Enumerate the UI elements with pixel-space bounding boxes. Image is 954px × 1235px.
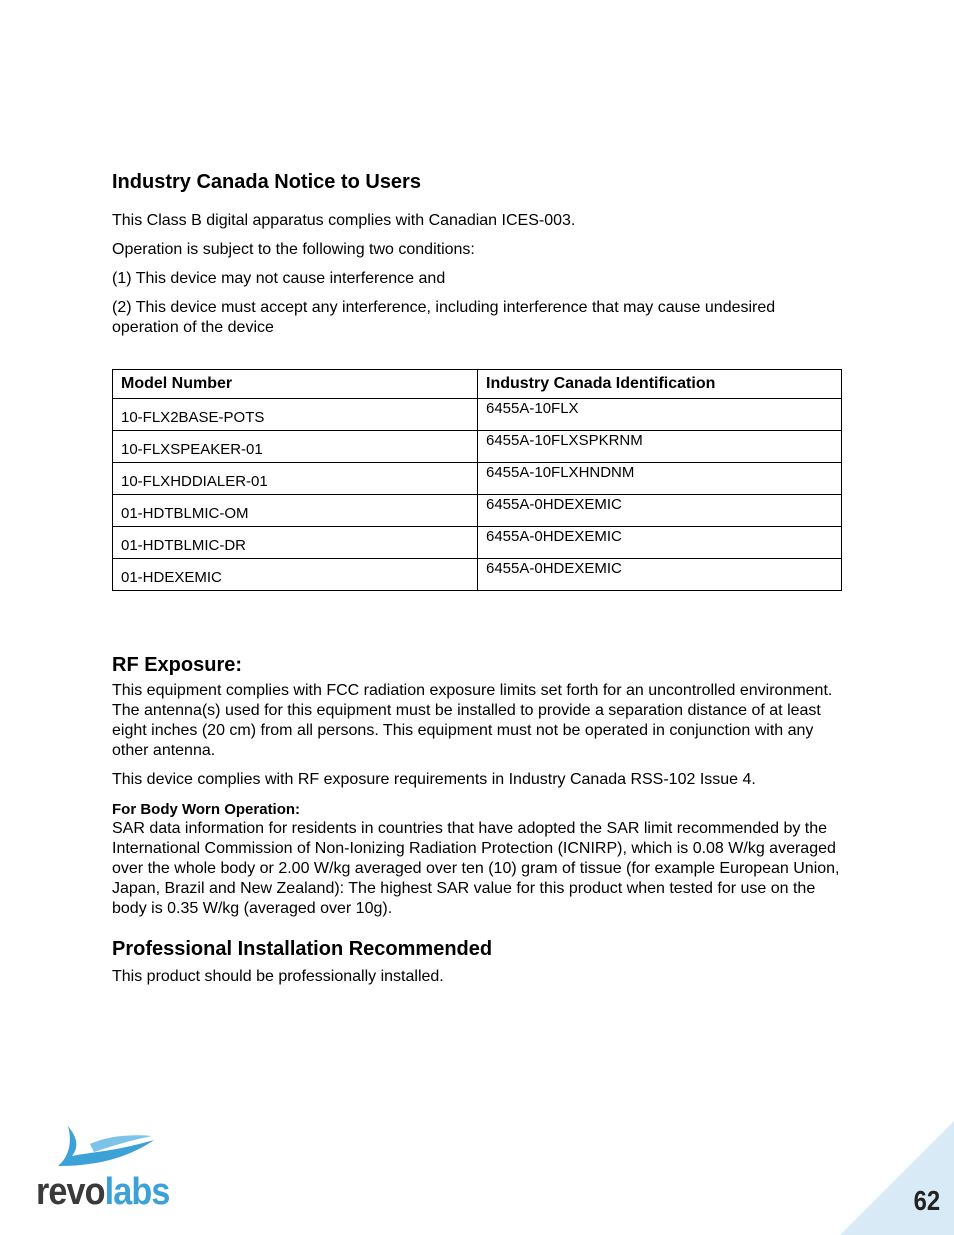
ic-id-cell: 6455A-0HDEXEMIC (478, 495, 842, 527)
table-header-row (113, 370, 842, 399)
professional-installation-heading: Professional Installation Recommended (112, 938, 493, 960)
table-row (113, 495, 842, 527)
ic-id-cell: 6455A-0HDEXEMIC (478, 527, 842, 559)
rf-paragraph-1: This equipment complies with FCC radiation exposure limits set forth for an uncontrolled environment. The antenna(s) used for this equipment must be installed to provide a separation distance of at least eight inches (20 cm) from all persons. This equipment must not be operated in conjunction with any other antenna. (112, 682, 833, 759)
rf-exposure-heading: RF Exposure: (112, 654, 243, 676)
ic-id-cell: 6455A-10FLXHNDNM (478, 463, 842, 495)
rf-paragraph-2: This device complies with RF exposure requirements in Industry Canada RSS-102 Issue 4. (112, 771, 756, 788)
model-number-cell: 10-FLXSPEAKER-01 (113, 431, 478, 463)
ic-notice-heading: Industry Canada Notice to Users (112, 171, 421, 193)
logo-labs-text: labs (104, 1171, 170, 1213)
table-row (113, 463, 842, 495)
logo-revo-text: revo (36, 1171, 105, 1213)
model-number-cell: 10-FLXHDDIALER-01 (113, 463, 478, 495)
revolabs-logo (36, 1122, 170, 1214)
model-number-cell: 01-HDEXEMIC (113, 559, 478, 591)
ic-paragraph-2: Operation is subject to the following two conditions: (112, 241, 475, 258)
ic-id-cell: 6455A-0HDEXEMIC (478, 559, 842, 591)
ic-id-cell: 6455A-10FLXSPKRNM (478, 431, 842, 463)
table-header-ic-identification: Industry Canada Identification (478, 370, 842, 399)
table-row (113, 559, 842, 591)
table-row (113, 399, 842, 431)
logo-wordmark (36, 1172, 169, 1212)
model-number-cell: 01-HDTBLMIC-DR (113, 527, 478, 559)
ic-id-cell: 6455A-10FLX (478, 399, 842, 431)
page-corner-triangle (840, 1121, 954, 1235)
shark-fin-icon (50, 1122, 154, 1168)
ic-paragraph-4: (2) This device must accept any interference, including interference that may cause undesired operation of the device (112, 299, 776, 336)
ic-paragraph-1: This Class B digital apparatus complies with Canadian ICES-003. (112, 212, 576, 229)
ic-paragraph-3: (1) This device may not cause interference and (112, 270, 446, 287)
body-worn-heading: For Body Worn Operation: (112, 801, 301, 818)
table-row (113, 431, 842, 463)
model-number-cell: 01-HDTBLMIC-OM (113, 495, 478, 527)
page-content (112, 168, 842, 987)
table-row (113, 527, 842, 559)
professional-installation-paragraph: This product should be professionally installed. (112, 968, 444, 985)
ic-identification-table (112, 369, 842, 591)
body-worn-paragraph: SAR data information for residents in countries that have adopted the SAR limit recommended by the International Commission of Non-Ionizing Radiation Protection (ICNIRP), which is 0.08 W/kg averaged over the whole body or 2.00 W/kg averaged over ten (10) gram of tissue (for example European Union, Japan, Brazil and New Zealand): The highest SAR value for this product when tested for use on the body is 0.35 W/kg (averaged over 10g). (112, 820, 840, 917)
page-number: 62 (913, 1185, 940, 1216)
model-number-cell: 10-FLX2BASE-POTS (113, 399, 478, 431)
table-header-model-number: Model Number (113, 370, 478, 399)
